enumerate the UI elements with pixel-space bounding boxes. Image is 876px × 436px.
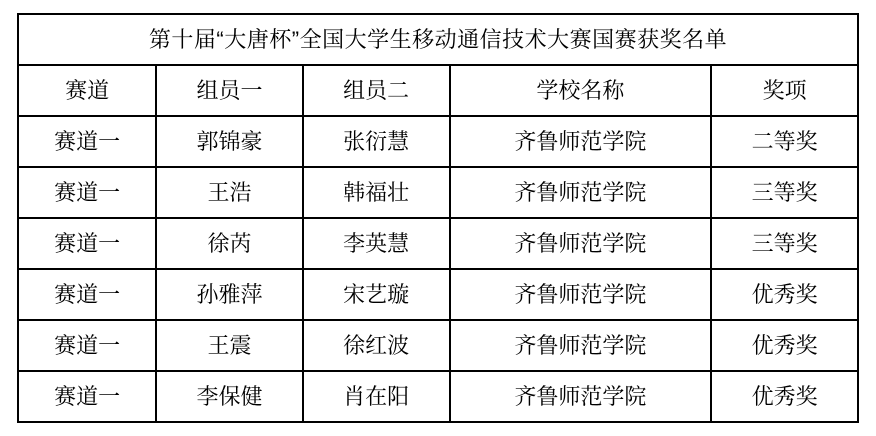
column-header-prize: 奖项 bbox=[711, 65, 858, 116]
cell-member-two: 韩福壮 bbox=[303, 167, 450, 218]
cell-school: 齐鲁师范学院 bbox=[450, 269, 712, 320]
cell-prize: 优秀奖 bbox=[711, 371, 858, 422]
cell-member-two: 张衍慧 bbox=[303, 116, 450, 167]
cell-prize: 二等奖 bbox=[711, 116, 858, 167]
cell-school: 齐鲁师范学院 bbox=[450, 320, 712, 371]
table-row bbox=[18, 320, 858, 371]
cell-member-one: 王震 bbox=[156, 320, 303, 371]
cell-track: 赛道一 bbox=[18, 320, 156, 371]
cell-prize: 三等奖 bbox=[711, 167, 858, 218]
cell-track: 赛道一 bbox=[18, 269, 156, 320]
column-header-member-one: 组员一 bbox=[156, 65, 303, 116]
cell-track: 赛道一 bbox=[18, 167, 156, 218]
page-title: 第十届“大唐杯”全国大学生移动通信技术大赛国赛获奖名单 bbox=[18, 14, 858, 65]
cell-track: 赛道一 bbox=[18, 116, 156, 167]
table-row bbox=[18, 269, 858, 320]
cell-member-two: 肖在阳 bbox=[303, 371, 450, 422]
cell-member-one: 孙雅萍 bbox=[156, 269, 303, 320]
cell-prize: 优秀奖 bbox=[711, 269, 858, 320]
cell-member-two: 徐红波 bbox=[303, 320, 450, 371]
cell-member-one: 王浩 bbox=[156, 167, 303, 218]
column-header-school: 学校名称 bbox=[450, 65, 712, 116]
cell-member-two: 李英慧 bbox=[303, 218, 450, 269]
cell-member-one: 李保健 bbox=[156, 371, 303, 422]
cell-prize: 优秀奖 bbox=[711, 320, 858, 371]
table-row bbox=[18, 218, 858, 269]
table-row bbox=[18, 371, 858, 422]
cell-member-one: 郭锦豪 bbox=[156, 116, 303, 167]
table-title-row bbox=[18, 14, 858, 65]
column-header-member-two: 组员二 bbox=[303, 65, 450, 116]
cell-school: 齐鲁师范学院 bbox=[450, 371, 712, 422]
table-row bbox=[18, 167, 858, 218]
cell-track: 赛道一 bbox=[18, 371, 156, 422]
column-header-track: 赛道 bbox=[18, 65, 156, 116]
cell-school: 齐鲁师范学院 bbox=[450, 167, 712, 218]
award-list-table bbox=[17, 13, 859, 423]
cell-member-one: 徐芮 bbox=[156, 218, 303, 269]
table-row bbox=[18, 116, 858, 167]
table-header-row bbox=[18, 65, 858, 116]
cell-prize: 三等奖 bbox=[711, 218, 858, 269]
cell-school: 齐鲁师范学院 bbox=[450, 116, 712, 167]
cell-school: 齐鲁师范学院 bbox=[450, 218, 712, 269]
cell-member-two: 宋艺璇 bbox=[303, 269, 450, 320]
cell-track: 赛道一 bbox=[18, 218, 156, 269]
